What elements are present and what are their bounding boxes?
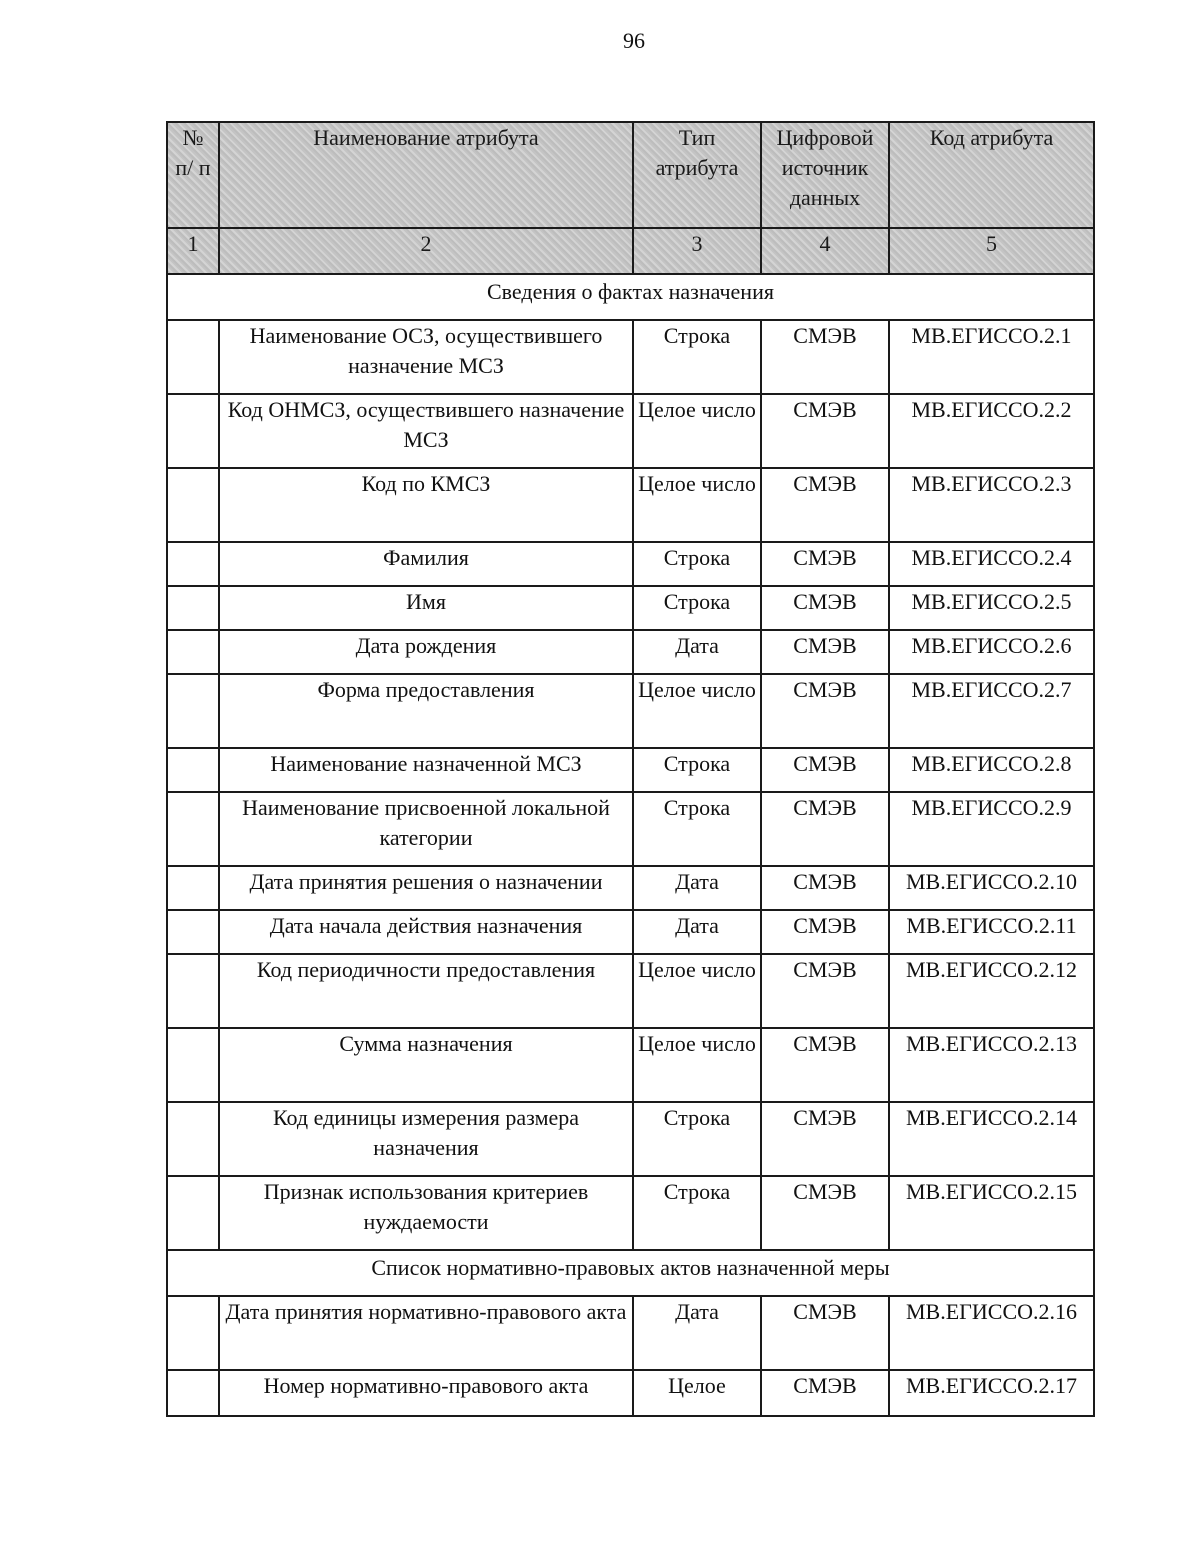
data-source: СМЭВ bbox=[761, 394, 889, 468]
row-num bbox=[167, 910, 219, 954]
data-source: СМЭВ bbox=[761, 1102, 889, 1176]
attribute-type: Дата bbox=[633, 910, 761, 954]
table-row bbox=[167, 586, 1094, 630]
data-source: СМЭВ bbox=[761, 674, 889, 748]
table-row bbox=[167, 468, 1094, 542]
column-number: 4 bbox=[761, 228, 889, 274]
attribute-code: МВ.ЕГИССО.2.16 bbox=[889, 1296, 1094, 1370]
attribute-type: Строка bbox=[633, 748, 761, 792]
attribute-code: МВ.ЕГИССО.2.1 bbox=[889, 320, 1094, 394]
data-source: СМЭВ bbox=[761, 910, 889, 954]
row-num bbox=[167, 1370, 219, 1416]
attribute-type: Целое bbox=[633, 1370, 761, 1416]
attribute-type: Целое число bbox=[633, 1028, 761, 1102]
attribute-type: Целое число bbox=[633, 954, 761, 1028]
attribute-code: МВ.ЕГИССО.2.15 bbox=[889, 1176, 1094, 1250]
attribute-name: Имя bbox=[219, 586, 633, 630]
attribute-type: Целое число bbox=[633, 674, 761, 748]
table-row bbox=[167, 542, 1094, 586]
attribute-name: Дата принятия решения о назначении bbox=[219, 866, 633, 910]
header-name: Наименование атрибута bbox=[219, 122, 633, 228]
data-source: СМЭВ bbox=[761, 586, 889, 630]
attribute-name: Наименование назначенной МСЗ bbox=[219, 748, 633, 792]
table-row bbox=[167, 320, 1094, 394]
attribute-code: МВ.ЕГИССО.2.5 bbox=[889, 586, 1094, 630]
data-source: СМЭВ bbox=[761, 1176, 889, 1250]
attribute-type: Строка bbox=[633, 1102, 761, 1176]
section-title: Сведения о фактах назначения bbox=[167, 274, 1094, 320]
row-num bbox=[167, 748, 219, 792]
attribute-code: МВ.ЕГИССО.2.17 bbox=[889, 1370, 1094, 1416]
data-source: СМЭВ bbox=[761, 866, 889, 910]
table-row bbox=[167, 866, 1094, 910]
data-source: СМЭВ bbox=[761, 748, 889, 792]
column-number: 3 bbox=[633, 228, 761, 274]
row-num bbox=[167, 792, 219, 866]
attribute-name: Форма предоставления bbox=[219, 674, 633, 748]
table-row bbox=[167, 1176, 1094, 1250]
data-source: СМЭВ bbox=[761, 468, 889, 542]
data-source: СМЭВ bbox=[761, 1028, 889, 1102]
section-row bbox=[167, 274, 1094, 320]
attribute-type: Строка bbox=[633, 542, 761, 586]
attribute-code: МВ.ЕГИССО.2.13 bbox=[889, 1028, 1094, 1102]
row-num bbox=[167, 468, 219, 542]
attribute-name: Номер нормативно-правового акта bbox=[219, 1370, 633, 1416]
row-num bbox=[167, 630, 219, 674]
attribute-code: МВ.ЕГИССО.2.7 bbox=[889, 674, 1094, 748]
attribute-name: Код единицы измерения размера назначения bbox=[219, 1102, 633, 1176]
row-num bbox=[167, 674, 219, 748]
attribute-type: Целое число bbox=[633, 394, 761, 468]
data-source: СМЭВ bbox=[761, 542, 889, 586]
attribute-code: МВ.ЕГИССО.2.12 bbox=[889, 954, 1094, 1028]
table-row bbox=[167, 1370, 1094, 1416]
attribute-type: Строка bbox=[633, 1176, 761, 1250]
row-num bbox=[167, 954, 219, 1028]
attribute-type: Дата bbox=[633, 1296, 761, 1370]
column-number-row bbox=[167, 228, 1094, 274]
attribute-name: Дата начала действия назначения bbox=[219, 910, 633, 954]
attribute-name: Признак использования критериев нуждаемости bbox=[219, 1176, 633, 1250]
row-num bbox=[167, 1176, 219, 1250]
header-row bbox=[167, 122, 1094, 228]
attribute-type: Строка bbox=[633, 320, 761, 394]
data-source: СМЭВ bbox=[761, 320, 889, 394]
attribute-name: Код ОНМСЗ, осуществившего назначение МСЗ bbox=[219, 394, 633, 468]
data-source: СМЭВ bbox=[761, 954, 889, 1028]
attribute-code: МВ.ЕГИССО.2.9 bbox=[889, 792, 1094, 866]
attributes-table bbox=[166, 121, 1095, 1417]
data-source: СМЭВ bbox=[761, 630, 889, 674]
table-row bbox=[167, 630, 1094, 674]
table-row bbox=[167, 910, 1094, 954]
attribute-code: МВ.ЕГИССО.2.2 bbox=[889, 394, 1094, 468]
attribute-type: Строка bbox=[633, 586, 761, 630]
attribute-name: Наименование присвоенной локальной категории bbox=[219, 792, 633, 866]
table-header bbox=[167, 122, 1094, 274]
data-source: СМЭВ bbox=[761, 1370, 889, 1416]
row-num bbox=[167, 1028, 219, 1102]
data-source: СМЭВ bbox=[761, 1296, 889, 1370]
attribute-name: Код по КМСЗ bbox=[219, 468, 633, 542]
column-number: 5 bbox=[889, 228, 1094, 274]
table-row bbox=[167, 1102, 1094, 1176]
column-number: 1 bbox=[167, 228, 219, 274]
table-row bbox=[167, 1296, 1094, 1370]
row-num bbox=[167, 866, 219, 910]
table-row bbox=[167, 394, 1094, 468]
attribute-code: МВ.ЕГИССО.2.10 bbox=[889, 866, 1094, 910]
header-source: Цифровой источник данных bbox=[761, 122, 889, 228]
attribute-name: Сумма назначения bbox=[219, 1028, 633, 1102]
row-num bbox=[167, 586, 219, 630]
row-num bbox=[167, 542, 219, 586]
row-num bbox=[167, 320, 219, 394]
attribute-code: МВ.ЕГИССО.2.4 bbox=[889, 542, 1094, 586]
row-num bbox=[167, 394, 219, 468]
attribute-type: Дата bbox=[633, 630, 761, 674]
column-number: 2 bbox=[219, 228, 633, 274]
section-title: Список нормативно-правовых актов назначенной меры bbox=[167, 1250, 1094, 1296]
page-number: 96 bbox=[623, 28, 645, 53]
attribute-name: Код периодичности предоставления bbox=[219, 954, 633, 1028]
attribute-type: Целое число bbox=[633, 468, 761, 542]
attribute-code: МВ.ЕГИССО.2.14 bbox=[889, 1102, 1094, 1176]
table-row bbox=[167, 1028, 1094, 1102]
section-row bbox=[167, 1250, 1094, 1296]
table-row bbox=[167, 748, 1094, 792]
attribute-code: МВ.ЕГИССО.2.8 bbox=[889, 748, 1094, 792]
attribute-name: Наименование ОСЗ, осуществившего назначение МСЗ bbox=[219, 320, 633, 394]
table-row bbox=[167, 792, 1094, 866]
attribute-name: Дата принятия нормативно-правового акта bbox=[219, 1296, 633, 1370]
header-type: Тип атрибута bbox=[633, 122, 761, 228]
table-row bbox=[167, 674, 1094, 748]
attribute-code: МВ.ЕГИССО.2.3 bbox=[889, 468, 1094, 542]
header-code: Код атрибута bbox=[889, 122, 1094, 228]
attribute-type: Строка bbox=[633, 792, 761, 866]
data-source: СМЭВ bbox=[761, 792, 889, 866]
table-body bbox=[167, 274, 1094, 1416]
row-num bbox=[167, 1102, 219, 1176]
attribute-type: Дата bbox=[633, 866, 761, 910]
attribute-name: Дата рождения bbox=[219, 630, 633, 674]
header-num: № п/ п bbox=[167, 122, 219, 228]
attribute-code: МВ.ЕГИССО.2.6 bbox=[889, 630, 1094, 674]
row-num bbox=[167, 1296, 219, 1370]
attribute-code: МВ.ЕГИССО.2.11 bbox=[889, 910, 1094, 954]
table-row bbox=[167, 954, 1094, 1028]
attribute-name: Фамилия bbox=[219, 542, 633, 586]
